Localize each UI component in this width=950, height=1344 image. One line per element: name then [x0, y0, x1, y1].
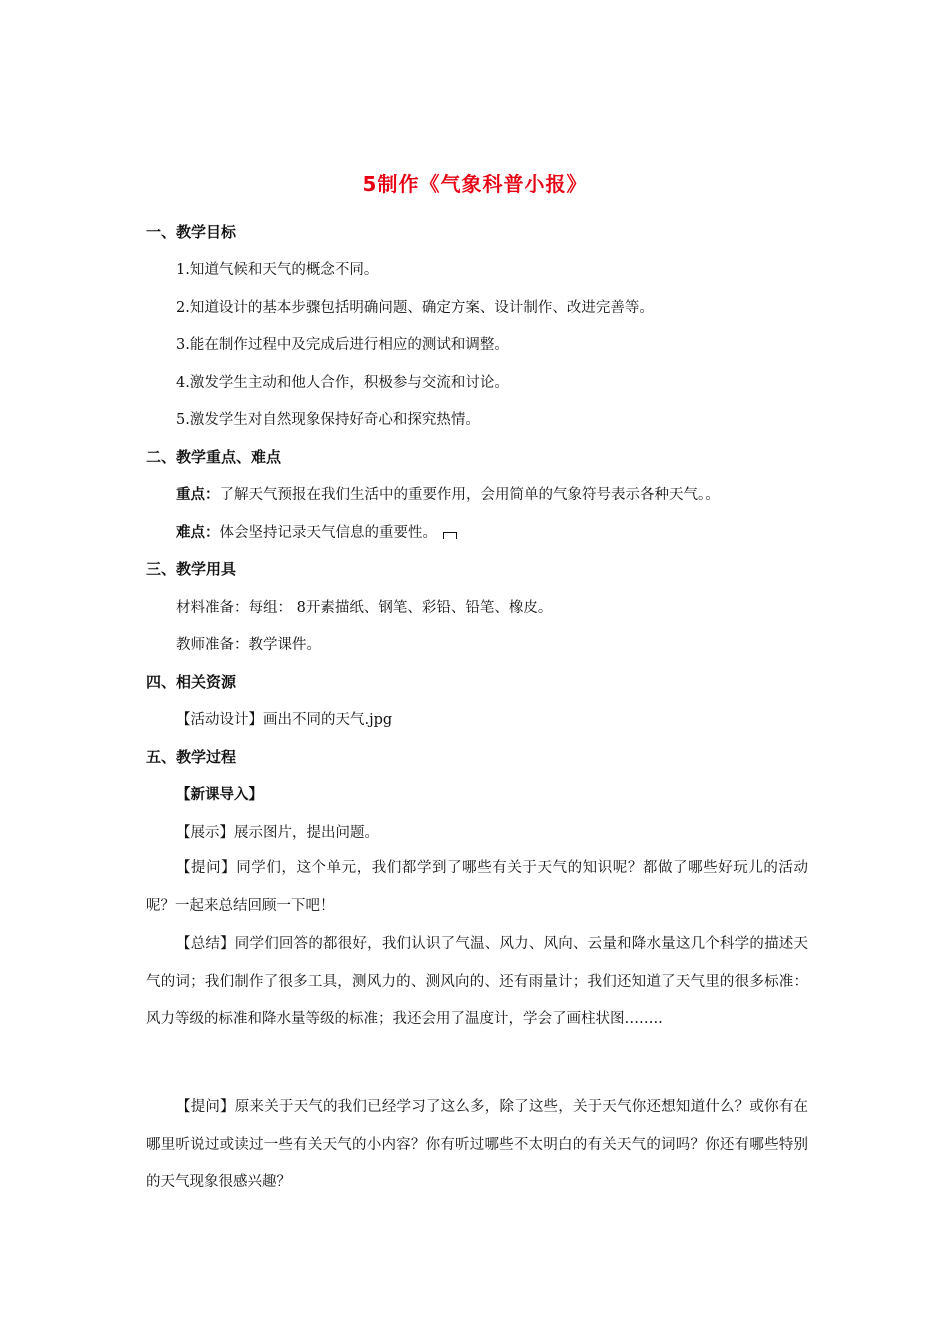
section-heading-materials: 三、教学用具 [146, 560, 237, 578]
objective-item: 1.知道气候和天气的概念不同。 [176, 262, 379, 278]
section-heading-objectives: 一、教学目标 [146, 223, 237, 241]
objective-item: 4.激发学生主动和他人合作，积极参与交流和讨论。 [176, 375, 509, 391]
focus-label: 重点： [176, 487, 220, 503]
student-materials: 材料准备：每组： 8开素描纸、钢笔、彩铅、铅笔、橡皮。 [176, 600, 553, 616]
section-heading-key-points: 二、教学重点、难点 [146, 448, 282, 466]
section-heading-process: 五、教学过程 [146, 748, 237, 766]
focus-text: 了解天气预报在我们生活中的重要作用，会用简单的气象符号表示各种天气。。 [219, 487, 720, 503]
resource-item: 【活动设计】画出不同的天气.jpg [176, 712, 393, 728]
difficulty-text: 体会坚持记录天气信息的重要性。 [219, 525, 437, 541]
section-heading-resources: 四、相关资源 [146, 673, 237, 691]
objective-item: 2.知道设计的基本步骤包括明确问题、确定方案、设计制作、改进完善等。 [176, 300, 654, 316]
difficulty-label: 难点： [176, 525, 220, 541]
intro-heading: 【新课导入】 [176, 787, 263, 803]
question-paragraph: 【提问】原来关于天气的我们已经学习了这么多，除了这些，关于天气你还想知道什么？或你有在哪里听说过或读过一些有关天气的小内容？你有听过哪些不太明白的有关天气的词吗？你还有哪些特别的天气现象很感兴趣？ [146, 1099, 808, 1190]
teacher-materials: 教师准备：教学课件。 [176, 637, 321, 653]
difficulty-line [176, 521, 457, 542]
document-title: 5制作《气象科普小报》 [362, 172, 588, 196]
focus-line [176, 483, 720, 504]
question-paragraph: 【提问】同学们，这个单元，我们都学到了哪些有关于天气的知识呢？都做了哪些好玩儿的活动呢？一起来总结回顾一下吧！ [146, 860, 808, 914]
objective-item: 3.能在制作过程中及完成后进行相应的测试和调整。 [176, 337, 509, 353]
bracket-mark-icon [443, 532, 457, 539]
summary-paragraph: 【总结】同学们回答的都很好，我们认识了气温、风力、风向、云量和降水量这几个科学的描述天气的词；我们制作了很多工具，测风力的、测风向的、还有雨量计；我们还知道了天气里的很多标准：风力等级的标准和降水量等级的标准；我还会用了温度计，学会了画柱状图…….. [146, 936, 808, 1027]
objective-item: 5.激发学生对自然现象保持好奇心和探究热情。 [176, 412, 480, 428]
show-paragraph: 【展示】展示图片，提出问题。 [176, 825, 379, 841]
